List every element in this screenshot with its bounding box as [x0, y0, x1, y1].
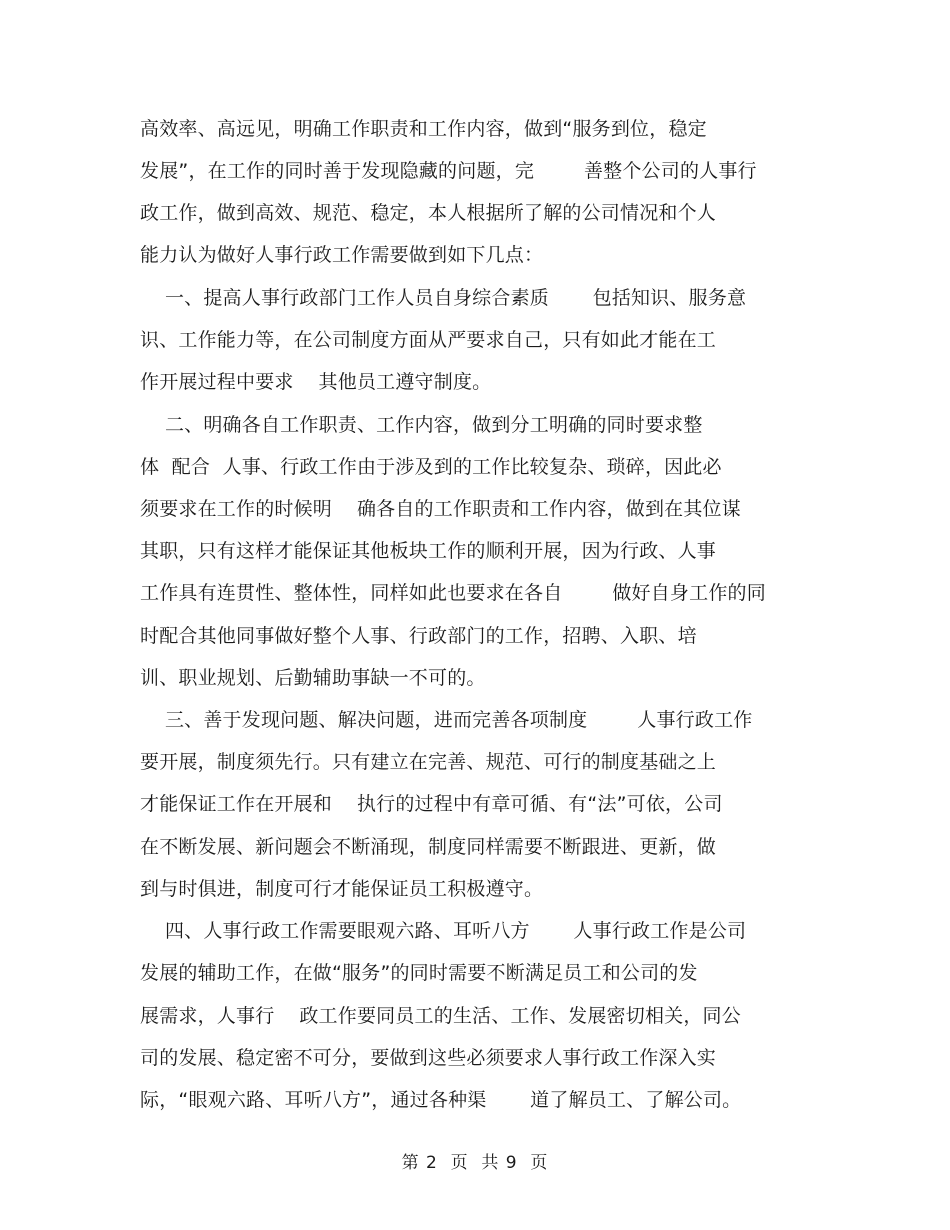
text-line: 识、工作能力等，在公司制度方面从严要求自己，只有如此才能在工	[140, 329, 717, 351]
text-line: 在不断发展、新问题会不断涌现，制度同样需要不断跟进、更新，做	[140, 836, 717, 858]
text-line: 司的发展、稳定密不可分，要做到这些必须要求人事行政工作深入实	[140, 1047, 717, 1069]
text-line: 须要求在工作的时候明 确各自的工作职责和工作内容，做到在其位谋	[140, 498, 741, 520]
text-line: 才能保证工作在开展和 执行的过程中有章可循、有“法”可依，公司	[140, 793, 723, 815]
paragraph-heading-3: 三、善于发现问题、解决问题，进而完善各项制度 人事行政工作	[140, 709, 753, 731]
text-line: 要开展，制度须先行。只有建立在完善、规范、可行的制度基础之上	[140, 751, 717, 773]
text-line: 其职，只有这样才能保证其他板块工作的顺利开展，因为行政、人事	[140, 540, 717, 562]
text-line: 工作具有连贯性、整体性，同样如此也要求在各自 做好自身工作的同	[140, 582, 766, 604]
text-line: 时配合其他同事做好整个人事、行政部门的工作，招聘、入职、培	[140, 625, 697, 647]
text-line: 训、职业规划、后勤辅助事缺一不可的。	[140, 667, 486, 689]
text-line: 发展的辅助工作，在做“服务”的同时需要不断满足员工和公司的发	[140, 962, 698, 984]
text-line: 体 配合 人事、行政工作由于涉及到的工作比较复杂、琐碎，因此必	[140, 456, 722, 478]
text-line: 际，“眼观六路、耳听八方”，通过各种渠 道了解员工、了解公司。	[140, 1089, 742, 1111]
text-line: 到与时俱进，制度可行才能保证员工积极遵守。	[140, 878, 544, 900]
text-line: 展需求，人事行 政工作要同员工的生活、工作、发展密切相关，同公	[140, 1005, 741, 1027]
page-number-footer: 第 2 页 共 9 页	[401, 1153, 549, 1173]
paragraph-heading-4: 四、人事行政工作需要眼观六路、耳听八方 人事行政工作是公司	[140, 920, 747, 942]
text-line: 能力认为做好人事行政工作需要做到如下几点：	[140, 244, 544, 266]
text-line: 政工作，做到高效、规范、稳定，本人根据所了解的公司情况和个人	[140, 202, 717, 224]
text-line: 发展”，在工作的同时善于发现隐藏的问题，完 善整个公司的人事行	[140, 160, 757, 182]
text-line: 高效率、高远见，明确工作职责和工作内容，做到“服务到位，稳定	[140, 118, 707, 140]
paragraph-heading-1: 一、提高人事行政部门工作人员自身综合素质 包括知识、服务意	[140, 287, 747, 309]
paragraph-heading-2: 二、明确各自工作职责、工作内容，做到分工明确的同时要求整	[140, 414, 703, 436]
text-line: 作开展过程中要求 其他员工遵守制度。	[140, 371, 492, 393]
